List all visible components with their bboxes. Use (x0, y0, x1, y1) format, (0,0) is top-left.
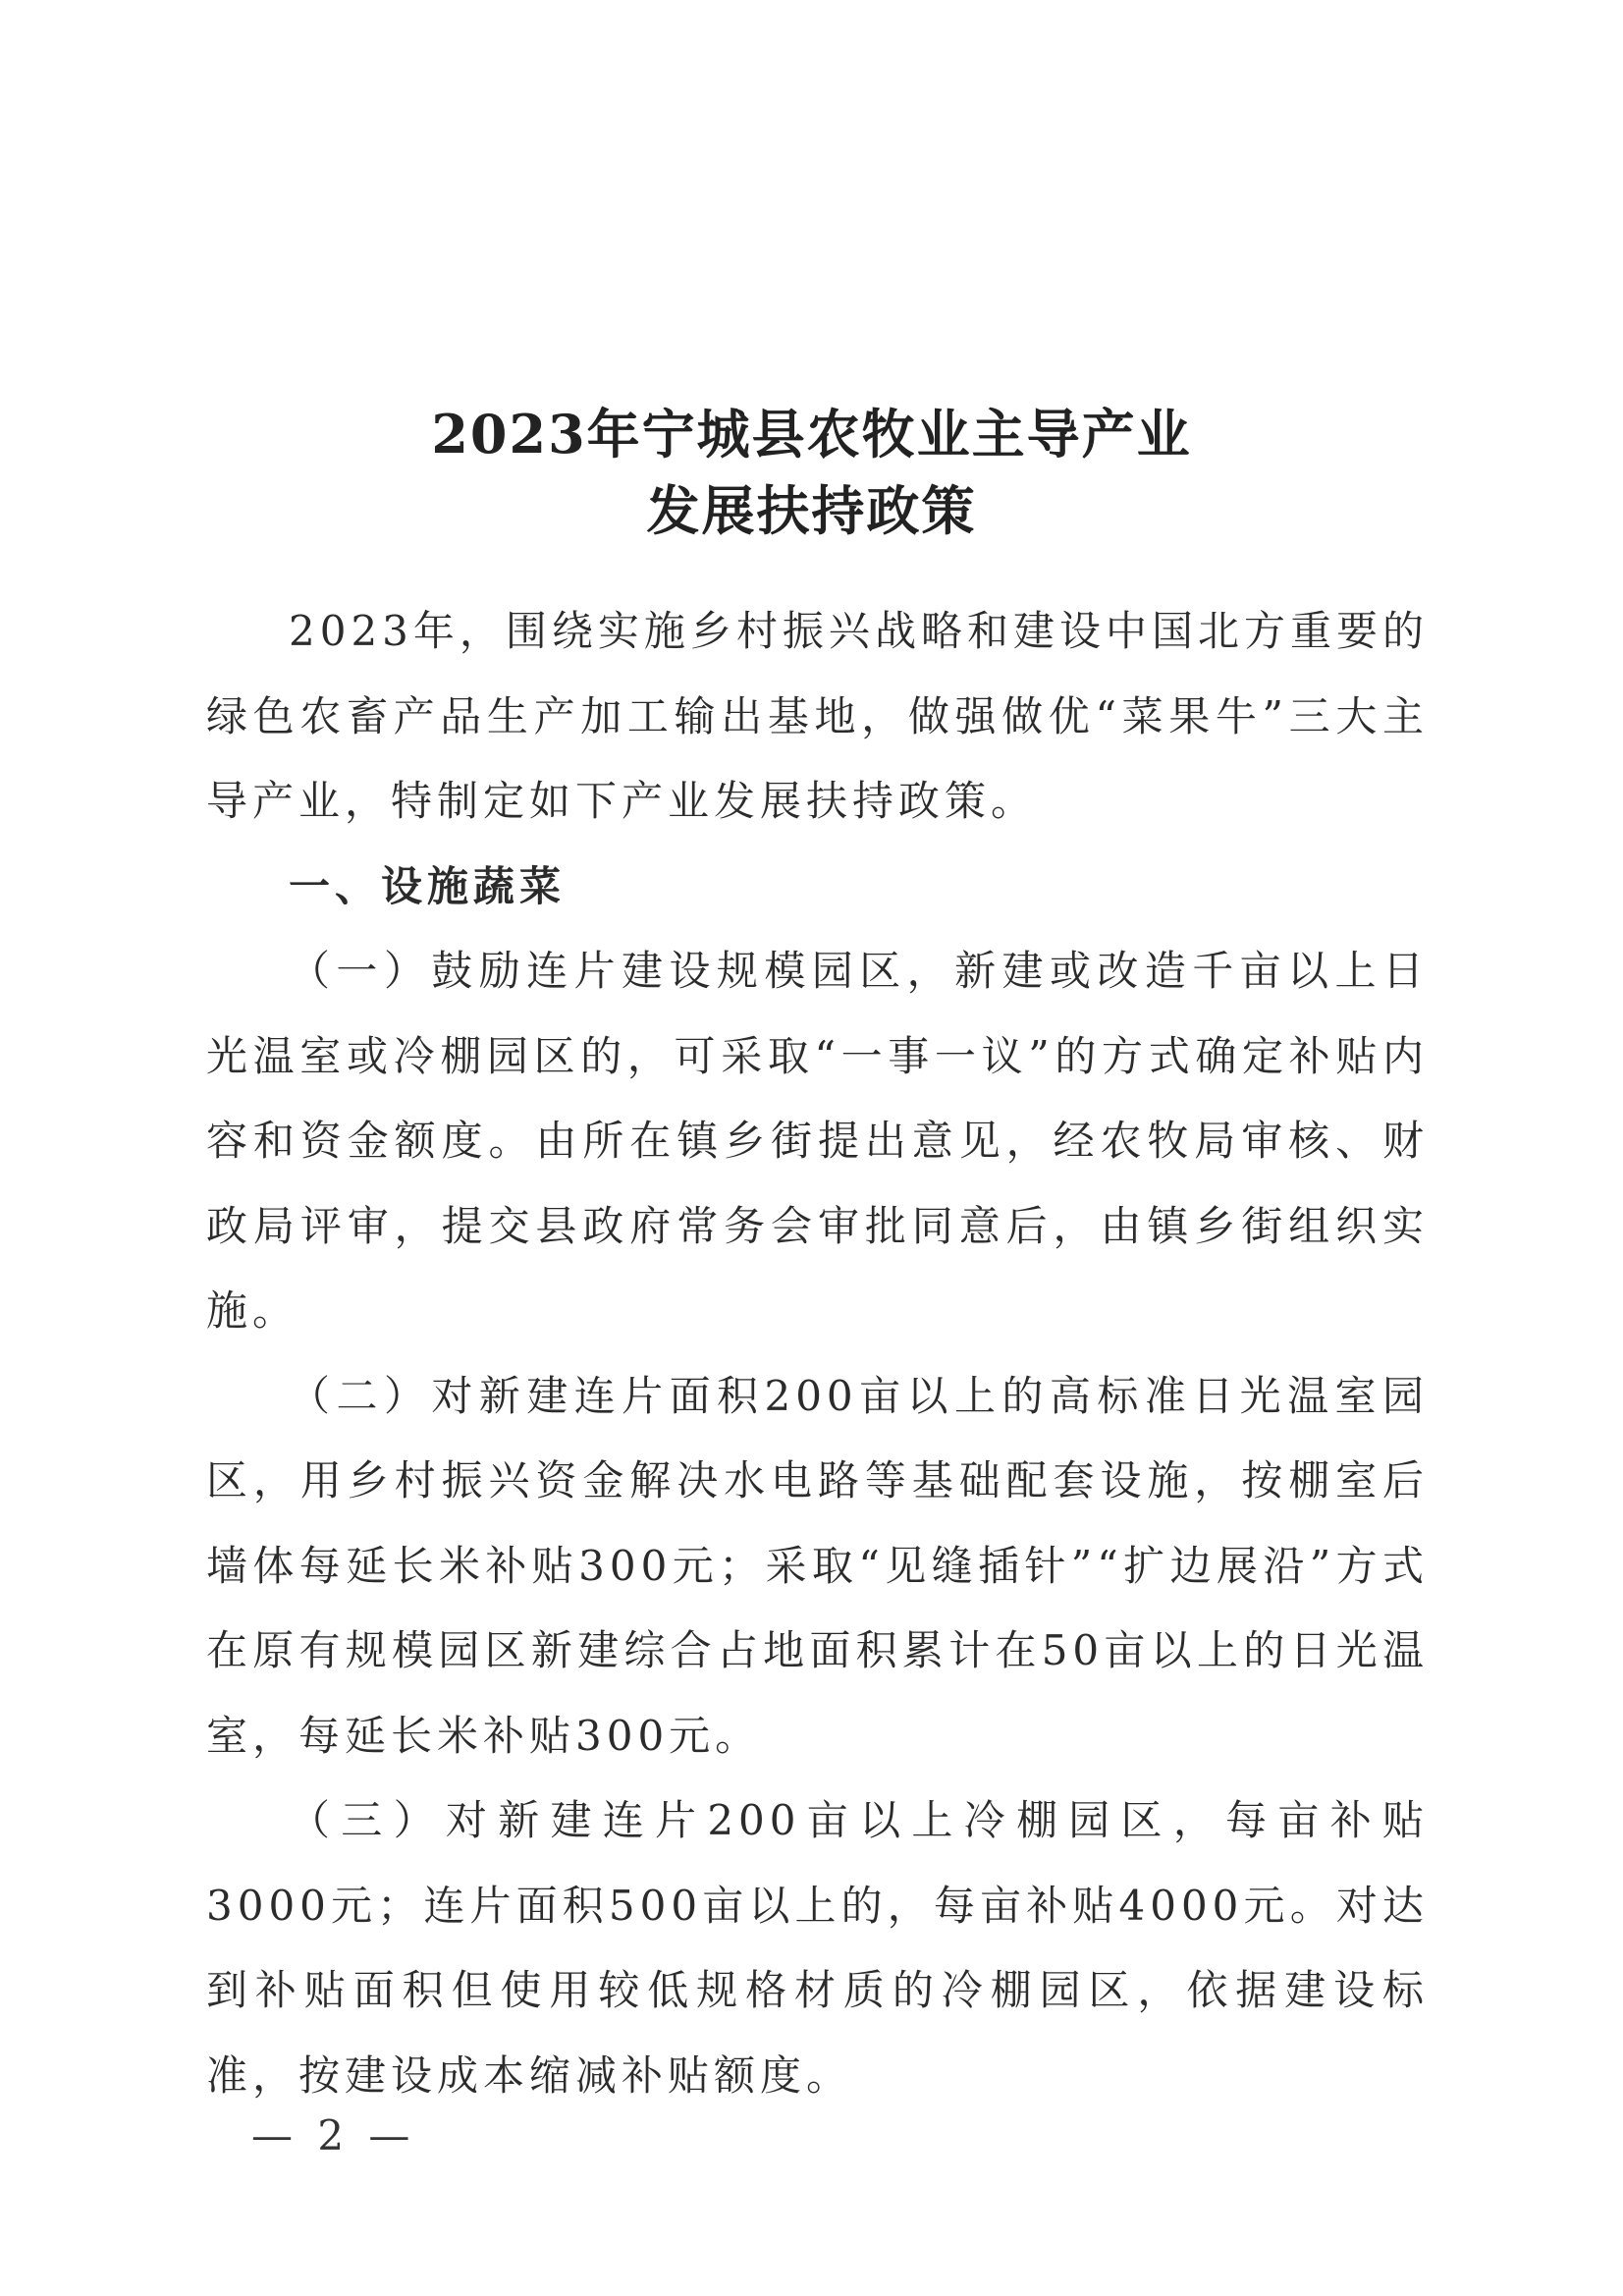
policy-item-2: （二）对新建连片面积200亩以上的高标准日光温室园区，用乡村振兴资金解决水电路等基础配套设施，按棚室后墙体每延长米补贴300元；采取“见缝插针”“扩边展沿”方式在原有规模园区新建综合占地面积累计在50亩以上的日光温室，每延长米补贴300元。 (206, 1371, 1429, 1760)
policy-item-3: （三）对新建连片200亩以上冷棚园区，每亩补贴3000元；连片面积500亩以上的，每亩补贴4000元。对达到补贴面积但使用较低规格材质的冷棚园区，依据建设标准，按建设成本缩减补贴额度。 (206, 1796, 1429, 2100)
policy-item-1: （一）鼓励连片建设规模园区，新建或改造千亩以上日光温室或冷棚园区的，可采取“一事一议”的方式确定补贴内容和资金额度。由所在镇乡街提出意见，经农牧局审核、财政局评审，提交县政府常务会审批同意后，由镇乡街组织实施。 (206, 947, 1429, 1335)
document-body (206, 589, 1429, 2118)
page-number: — 2 — (251, 2111, 416, 2159)
section-heading-facility-vegetables: 一、设施蔬菜 (289, 861, 567, 910)
document-title-line-2: 发展扶持政策 (646, 479, 977, 542)
document-title-line-1: 2023年宁城县农牧业主导产业 (431, 403, 1192, 465)
intro-paragraph: 2023年，围绕实施乡村振兴战略和建设中国北方重要的绿色农畜产品生产加工输出基地，做强做优“菜果牛”三大主导产业，特制定如下产业发展扶持政策。 (206, 607, 1429, 825)
